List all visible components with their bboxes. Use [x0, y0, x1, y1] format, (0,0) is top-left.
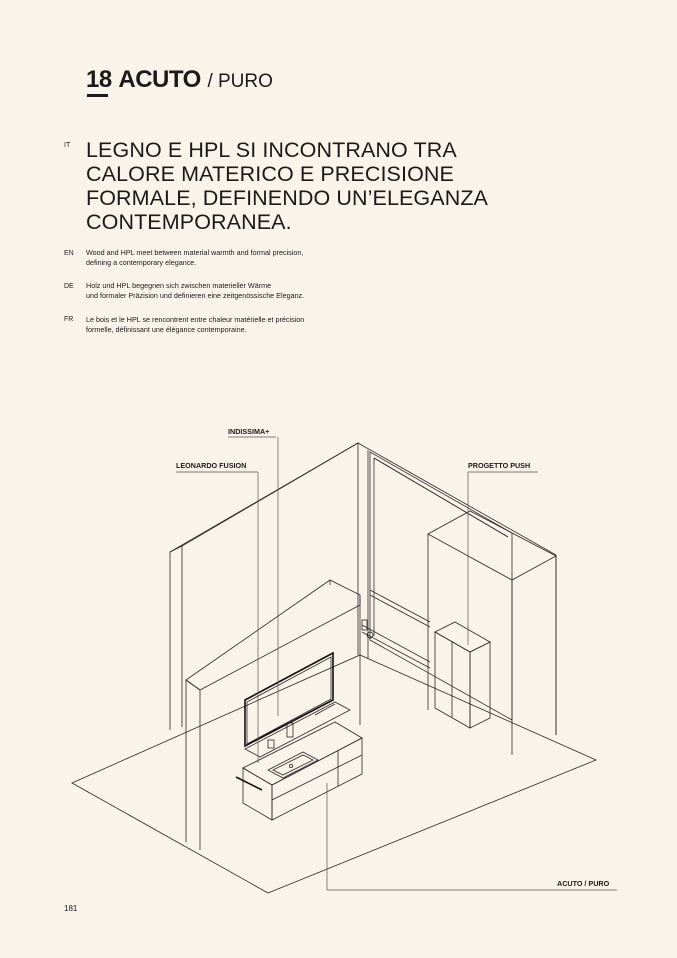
collection-number: 18	[86, 66, 112, 93]
intro-text-it: LEGNO E HPL SI INCONTRANO TRA CALORE MATERICO E PRECISIONE FORMALE, DEFINENDO UN’ELEGANZA CONTEMPORANEA.	[86, 138, 487, 234]
back-left-wall	[170, 443, 358, 730]
vanity-unit	[243, 768, 272, 820]
collection-subtitle: / PURO	[207, 71, 273, 92]
collection-name: ACUTO	[118, 66, 201, 93]
window-frame	[370, 452, 512, 720]
lang-code-de: DE	[64, 283, 74, 290]
lang-code-fr: FR	[64, 316, 74, 323]
lang-code-en: EN	[64, 250, 74, 257]
label-leonardo-fusion: LEONARDO FUSION	[176, 461, 247, 470]
page-number: 181	[64, 904, 78, 913]
intro-text-en: Wood and HPL meet between material warmth and formal precision, defining a contemporary elegance.	[86, 248, 304, 267]
label-indissima: INDISSIMA+	[228, 427, 270, 436]
partition-wall	[186, 580, 360, 690]
vanity-top	[243, 722, 362, 785]
intro-text-fr: Le bois et le HPL se rencontrent entre chaleur matérielle et précision formelle, définissant une élégance contemporaine.	[86, 315, 305, 334]
label-progetto-push: PROGETTO PUSH	[468, 461, 531, 470]
intro-text-de: Holz und HPL begegnen sich zwischen materieller Wärme und formaler Präzision und definieren eine zeitgenössische Eleganz.	[86, 281, 305, 300]
back-right-wall	[358, 443, 556, 735]
lang-code-it: IT	[64, 142, 71, 149]
mirror-shelf	[245, 702, 350, 757]
label-acuto-puro: ACUTO / PURO	[557, 879, 610, 888]
floor-outline	[72, 655, 596, 893]
